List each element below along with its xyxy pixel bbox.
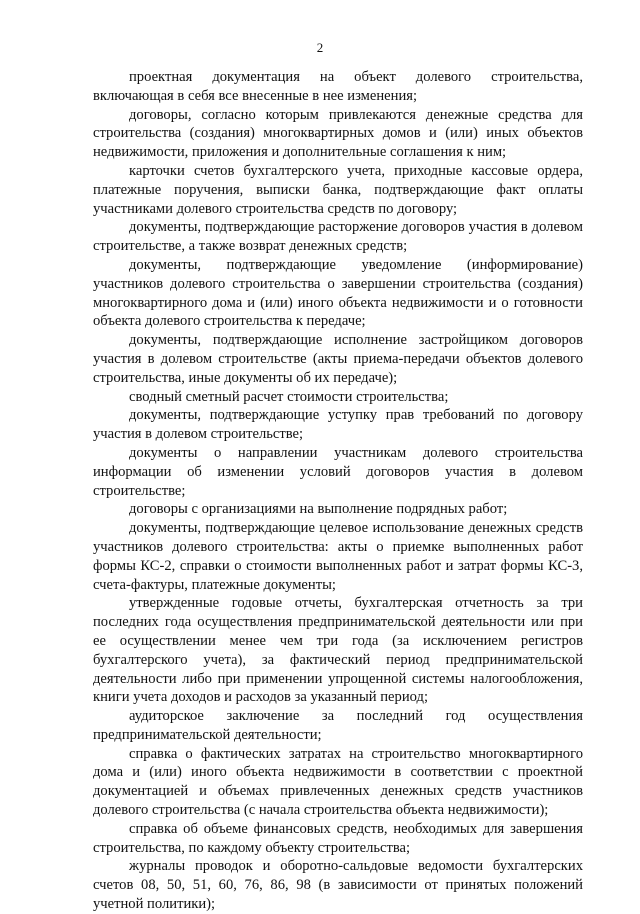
list-item: договоры, согласно которым привлекаются денежные средства для строительства (создания) многоквартирных домов и (или) иных объектов недвижимости, приложения и дополнительные соглашения к ним; xyxy=(93,106,583,161)
list-item: договоры с организациями на выполнение подрядных работ; xyxy=(129,501,508,518)
page-number: 2 xyxy=(316,40,324,55)
list-item: документы, подтверждающие уведомление (информирование) участников долевого строительства о завершении строительства (создания) многоквартирного дома и (или) иного объекта недвижимости и о готовности объекта долевого строительства к передаче; xyxy=(93,256,583,330)
list-item: документы, подтверждающие исполнение застройщиком договоров участия в долевом строительстве (акты приема-передачи объектов долевого строительства, иные документы об их передаче); xyxy=(93,332,583,386)
list-item: справка о фактических затратах на строительство многоквартирного дома и (или) иного объекта недвижимости в соответствии с проектной документацией и объемах привлеченных денежных средств участников долевого строительства (с начала строительства объекта недвижимости); xyxy=(93,745,583,819)
list-item: документы, подтверждающие уступку прав требований по договору участия в долевом строительстве; xyxy=(93,407,583,443)
list-item: утвержденные годовые отчеты, бухгалтерская отчетность за три последних года осуществления предпринимательской деятельности или при ее осуществлении менее чем три года (за исключением регистров бухгалтерского учета), за фактический период предпринимательской деятельности либо при применении упрощенной системы налогообложения, книги учета доходов и расходов за указанный период; xyxy=(93,595,583,706)
list-item: документы о направлении участникам долевого строительства информации об изменении условий договоров участия в долевом строительстве; xyxy=(93,444,583,499)
list-item: аудиторское заключение за последний год осуществления предпринимательской деятельности; xyxy=(93,708,583,743)
list-item: карточки счетов бухгалтерского учета, приходные кассовые ордера, платежные поручения, выписки банка, подтверждающие факт оплаты участниками долевого строительства средств по договору; xyxy=(93,162,583,217)
document-body xyxy=(93,68,583,914)
list-item: проектная документация на объект долевого строительства, включающая в себя все внесенные в нее изменения; xyxy=(93,69,583,104)
list-item: документы, подтверждающие расторжение договоров участия в долевом строительстве, а также возврат денежных средств; xyxy=(93,219,583,255)
list-item: журналы проводок и оборотно-сальдовые ведомости бухгалтерских счетов 08, 50, 51, 60, 76, 86, 98 (в зависимости от принятых положений учетной политики); xyxy=(93,858,583,913)
list-item: документы, подтверждающие целевое использование денежных средств участников долевого строительства: акты о приемке выполненных работ формы КС-2, справки о стоимости выполненных работ и затрат формы КС-3, счета-фактуры, платежные документы; xyxy=(93,520,583,593)
list-item: сводный сметный расчет стоимости строительства; xyxy=(129,388,449,405)
list-item: справка об объеме финансовых средств, необходимых для завершения строительства, по каждому объекту строительства; xyxy=(93,820,583,856)
